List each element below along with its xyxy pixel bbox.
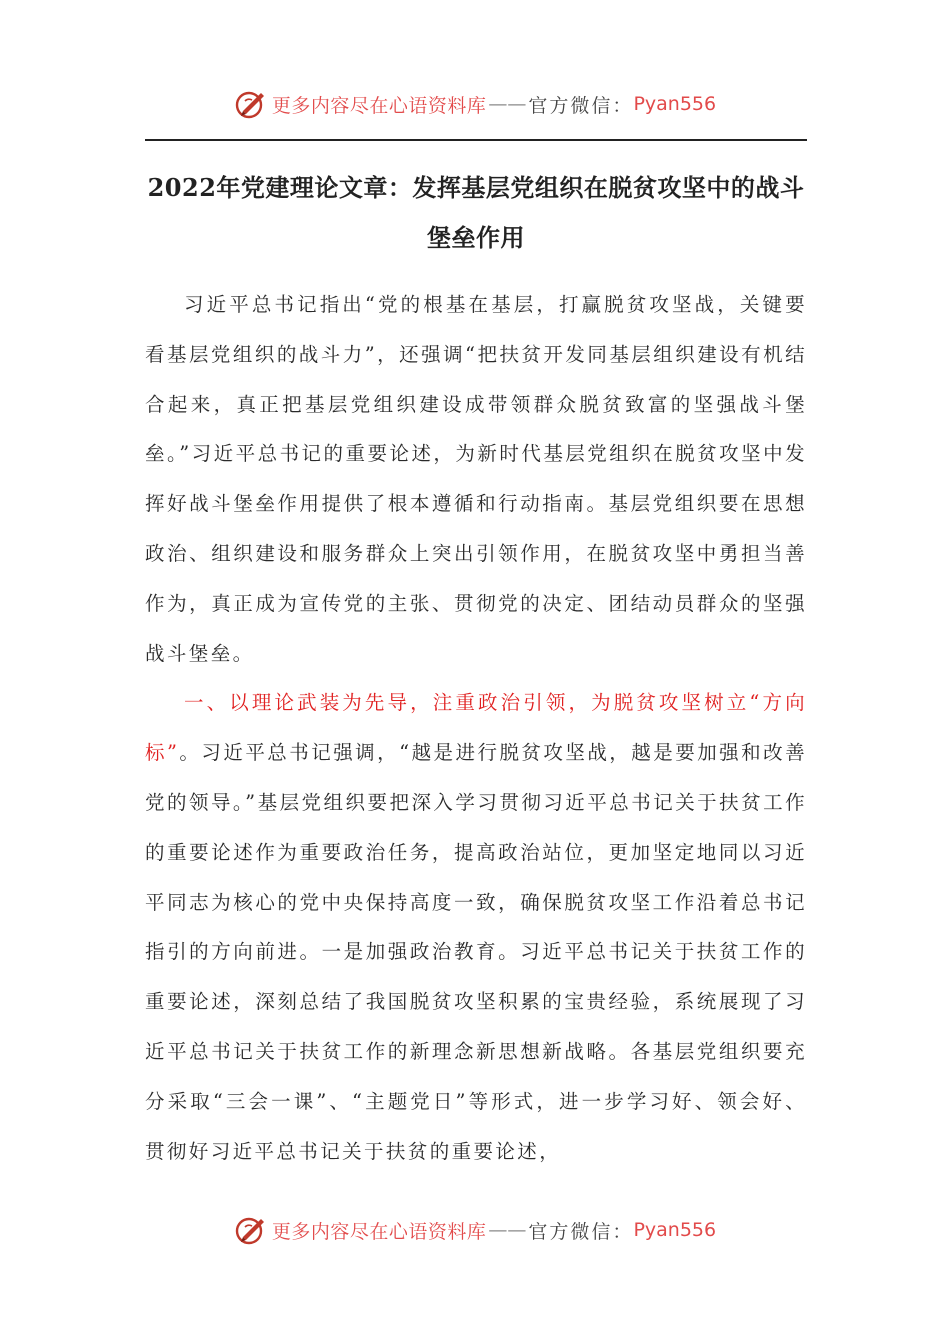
- article-body: [145, 280, 807, 1176]
- banner-slogan: 更多内容尽在心语资料库: [271, 94, 487, 117]
- page-title: 2022年党建理论文章：发挥基层党组织在脱贫攻坚中的战斗堡垒作用: [147, 173, 805, 252]
- header-banner: [0, 84, 950, 124]
- banner-wechat-id: Pyan556: [633, 93, 717, 115]
- footer-slogan: 更多内容尽在心语资料库: [271, 1220, 487, 1243]
- banner-dash: ——: [488, 93, 527, 115]
- banner-label: 官方微信：: [528, 94, 634, 117]
- header-divider: [145, 139, 807, 141]
- paragraph-intro: 习近平总书记指出“党的根基在基层，打赢脱贫攻坚战，关键要看基层党组织的战斗力”，还强调“把扶贫开发同基层组织建设有机结合起来，真正把基层党组织建设成带领群众脱贫致富的坚强战斗堡垒。”习近平总书记的重要论述，为新时代基层党组织在脱贫攻坚中发挥好战斗堡垒作用提供了根本遵循和行动指南。基层党组织要在思想政治、组织建设和服务群众上突出引领作用，在脱贫攻坚中勇担当善作为，真正成为宣传党的主张、贯彻党的决定、团结动员群众的坚强战斗堡垒。: [145, 293, 807, 665]
- section-1-text: 。习近平总书记强调，“越是进行脱贫攻坚战，越是要加强和改善党的领导。”基层党组织要把深入学习贯彻习近平总书记关于扶贫工作的重要论述作为重要政治任务，提高政治站位，更加坚定地同以习近平同志为核心的党中央保持高度一致，确保脱贫攻坚工作沿着总书记指引的方向前进。一是加强政治教育。习近平总书记关于扶贫工作的重要论述，深刻总结了我国脱贫攻坚积累的宝贵经验，系统展现了习近平总书记关于扶贫工作的新理念新思想新战略。各基层党组织要充分采取“三会一课”、“主题党日”等形式，进一步学习好、领会好、贯彻好习近平总书记关于扶贫的重要论述，: [145, 741, 807, 1163]
- pen-logo-icon: [234, 1213, 268, 1247]
- section-1-heading: 一、以理论武装为先导，注重政治引领，为脱贫攻坚树立“方向标”: [145, 691, 807, 765]
- footer-label: 官方微信：: [528, 1220, 634, 1243]
- footer-dash: ——: [488, 1219, 527, 1241]
- pen-logo-icon: [234, 87, 268, 121]
- footer-wechat-id: Pyan556: [633, 1219, 717, 1241]
- paragraph-section-1: [145, 678, 807, 1176]
- footer-banner: [0, 1210, 950, 1250]
